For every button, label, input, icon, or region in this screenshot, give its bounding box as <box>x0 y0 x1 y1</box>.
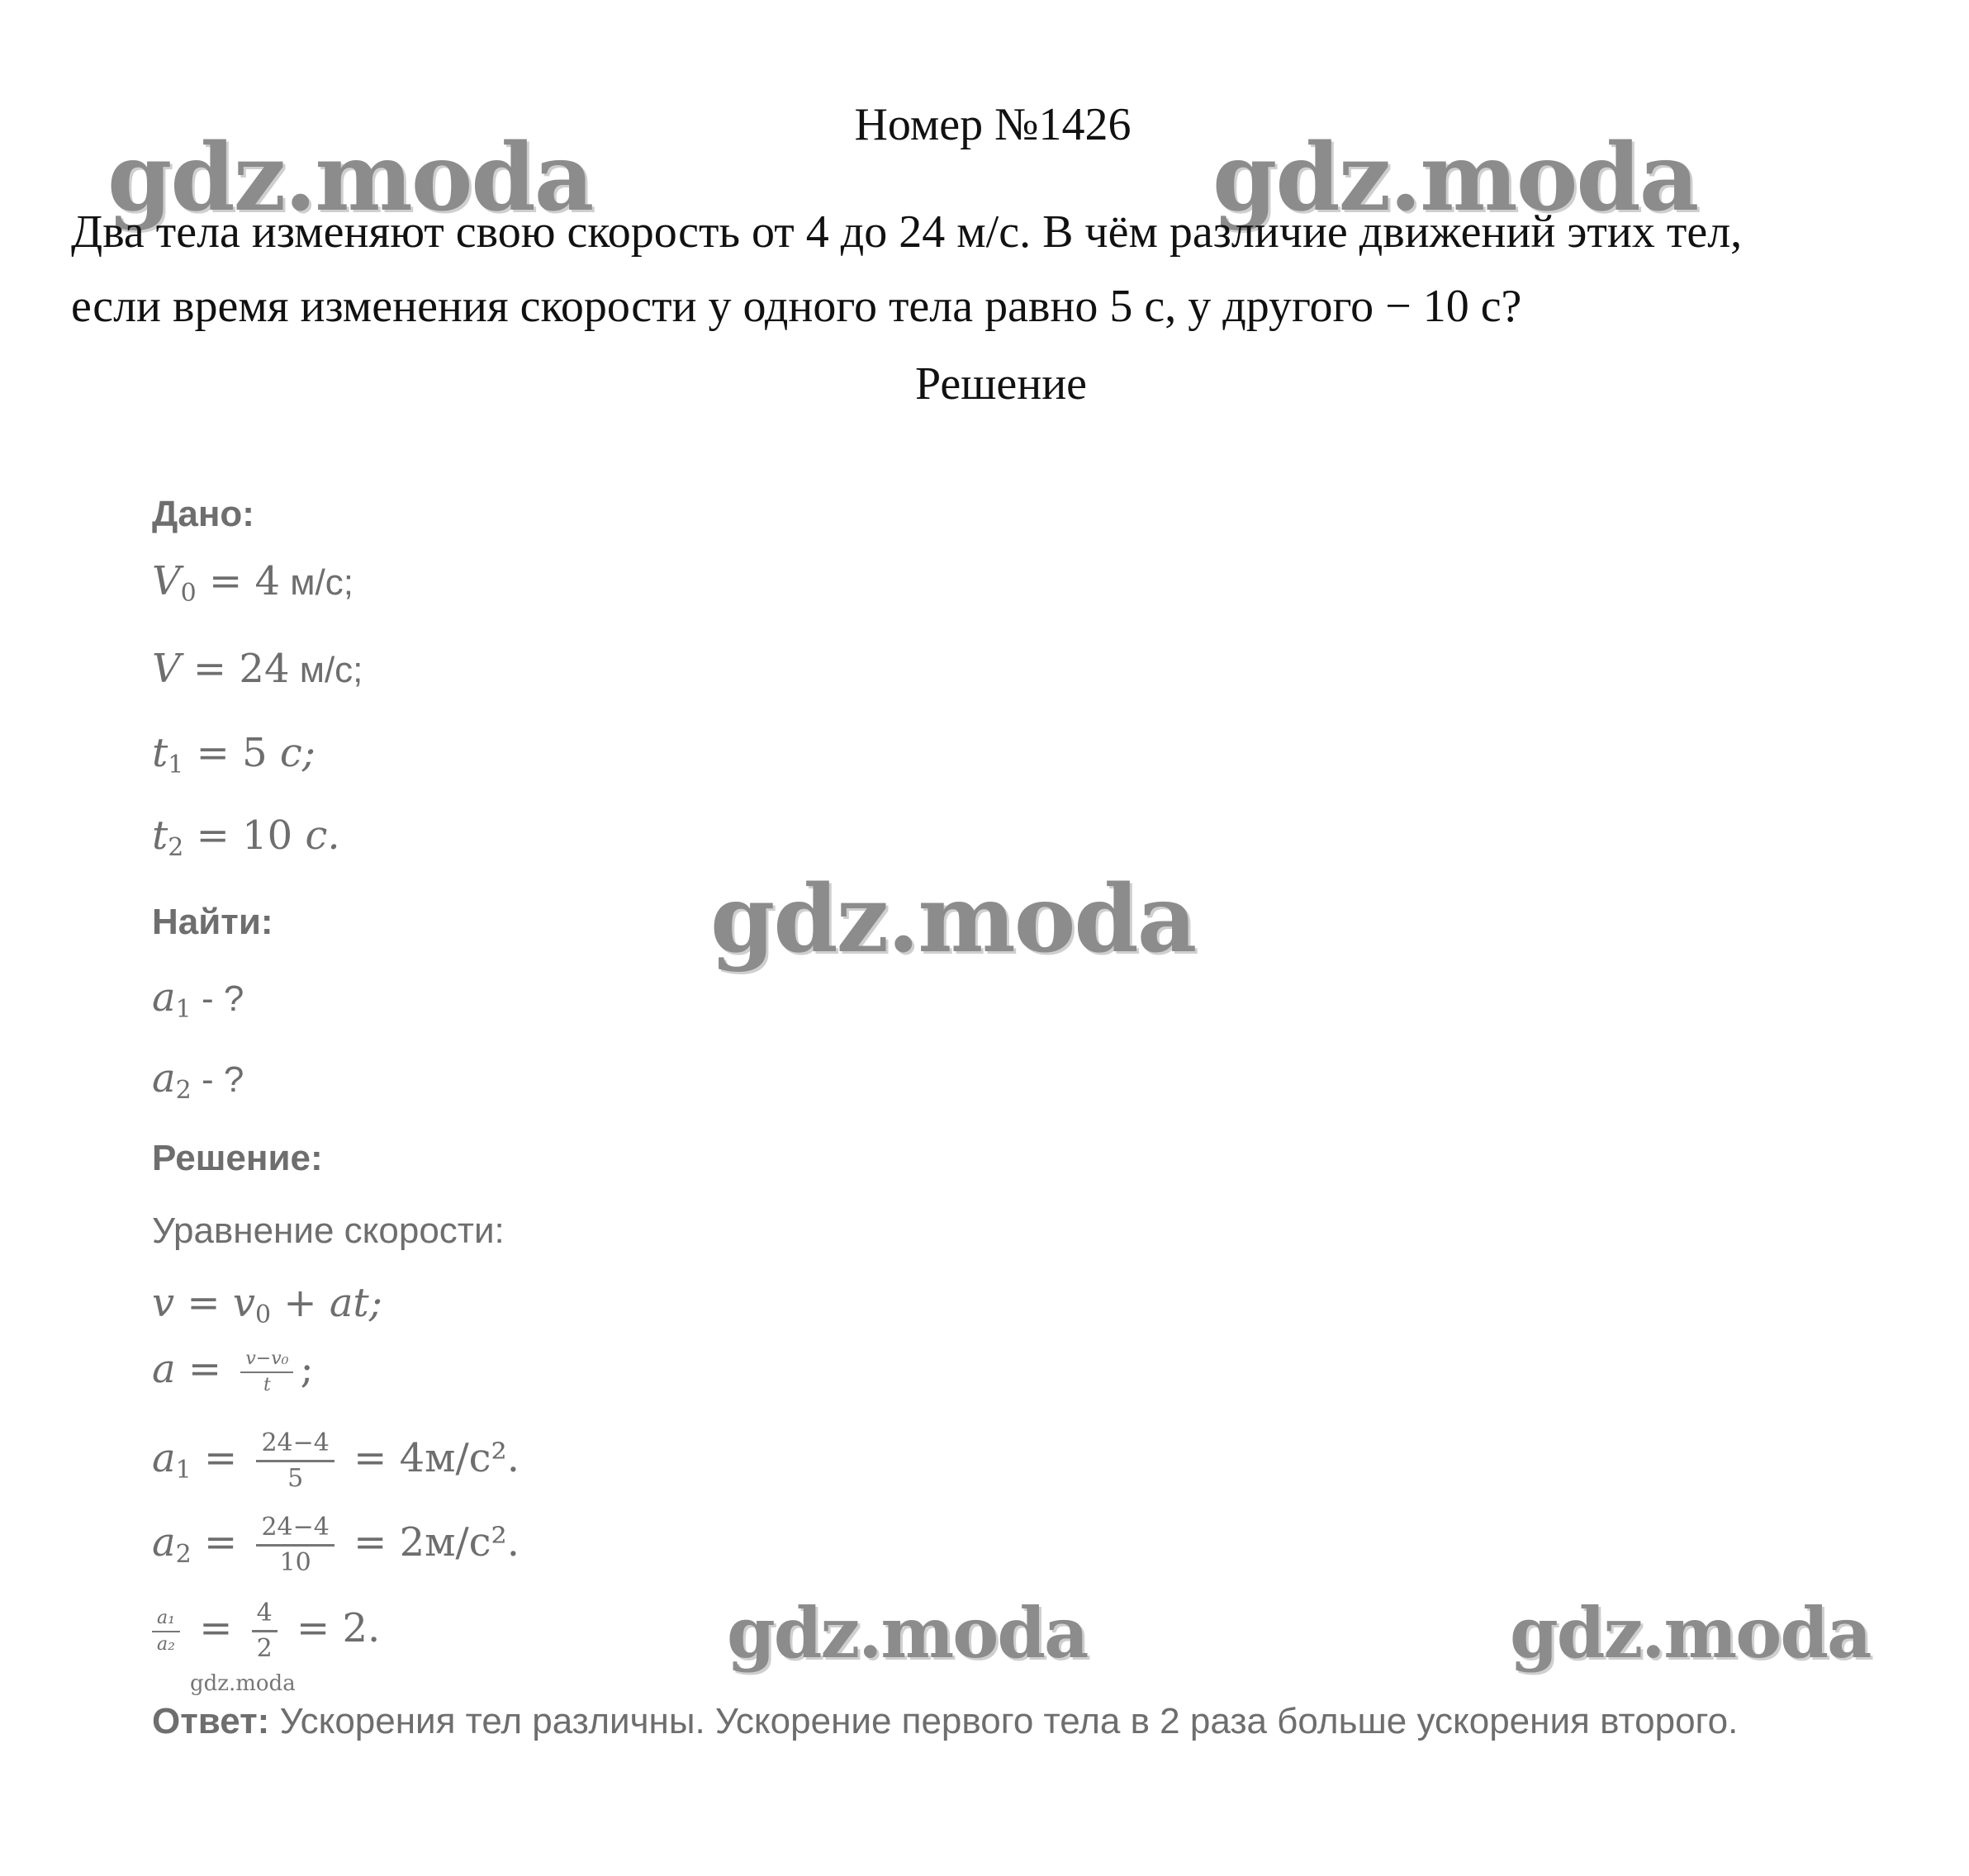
unit: c. <box>305 812 340 859</box>
lhs: a <box>152 1435 176 1481</box>
given-t1 <box>152 730 316 779</box>
var: t <box>152 812 168 859</box>
unit: м/с; <box>280 562 353 603</box>
question: - ? <box>191 978 244 1019</box>
problem-line-1: Два тела изменяют свою скорость от 4 до 24 м/с. В чём различие движений этих тел, <box>71 206 1743 258</box>
watermark-small: gdz.moda <box>190 1671 296 1696</box>
given-v0 <box>152 558 353 608</box>
given-label: Дано: <box>152 494 254 534</box>
answer-label: Ответ: <box>152 1701 270 1741</box>
solution-heading: Решение <box>914 358 1088 410</box>
value: = 10 <box>183 812 306 859</box>
var: V <box>152 558 181 604</box>
subscript: 2 <box>168 833 184 862</box>
var: a <box>152 1055 176 1101</box>
equation-acceleration <box>152 1346 314 1396</box>
fraction <box>256 1513 334 1578</box>
subscript: 0 <box>254 1300 272 1329</box>
solution-label: Решение: <box>152 1138 323 1178</box>
unit: c; <box>279 730 316 776</box>
unit: м/с; <box>289 650 363 690</box>
subscript: 1 <box>168 751 184 779</box>
find-a2 <box>152 1055 244 1105</box>
value: = 5 <box>183 730 280 776</box>
ratio-fraction <box>152 1608 180 1656</box>
denominator: 5 <box>287 1464 304 1493</box>
watermark-bottom-right: gdz.moda <box>1510 1592 1871 1674</box>
denominator: a₂ <box>157 1633 175 1655</box>
equals: = <box>191 1435 250 1481</box>
var: t <box>152 730 168 776</box>
fraction <box>256 1428 334 1494</box>
value: = 4 <box>196 558 281 604</box>
numerator: 24−4 <box>256 1428 334 1462</box>
tail: ; <box>300 1346 314 1392</box>
var: a <box>152 974 176 1021</box>
page-title: Номер №1426 <box>854 99 1132 150</box>
rhs: + at; <box>271 1280 382 1326</box>
lhs: v <box>152 1280 175 1326</box>
subscript: 1 <box>175 1456 192 1485</box>
subscript: 2 <box>175 1076 192 1105</box>
watermark-center: gdz.moda <box>710 865 1196 974</box>
given-t2 <box>152 812 340 862</box>
question: - ? <box>191 1059 244 1100</box>
tail: = 2м/с². <box>340 1519 520 1566</box>
lhs: a = <box>152 1346 235 1392</box>
find-a1 <box>152 974 244 1024</box>
answer-text: Ускорения тел различны. Ускорение первого тела в 2 раза больше ускорения второго. <box>269 1701 1739 1741</box>
given-v <box>152 646 363 692</box>
subscript: 0 <box>180 579 197 608</box>
problem-line-2: если время изменения скорости у одного тела равно 5 с, у другого − 10 с? <box>71 281 1522 332</box>
denominator: 2 <box>256 1634 273 1663</box>
watermark-bottom-center: gdz.moda <box>727 1592 1088 1674</box>
tail: = 2. <box>283 1605 381 1651</box>
equals: = <box>191 1519 250 1566</box>
equation-a1 <box>152 1428 520 1494</box>
fraction <box>252 1599 278 1664</box>
value: = 24 <box>180 646 290 692</box>
numerator: v−v₀ <box>240 1348 293 1373</box>
subscript: 2 <box>175 1540 192 1569</box>
velocity-equation-label: Уравнение скорости: <box>152 1210 505 1251</box>
lhs: a <box>152 1519 176 1566</box>
answer <box>152 1701 1738 1742</box>
equals: = <box>186 1605 245 1651</box>
equation-velocity <box>152 1280 382 1329</box>
var: V <box>152 646 181 692</box>
tail: = 4м/с². <box>340 1435 520 1481</box>
watermark-top-left: gdz.moda <box>107 124 593 232</box>
problem-statement <box>71 195 1921 343</box>
mid: = v <box>174 1280 255 1326</box>
watermark-top-right: gdz.moda <box>1212 124 1698 232</box>
numerator: 4 <box>252 1599 278 1632</box>
numerator: a₁ <box>152 1608 180 1632</box>
subscript: 1 <box>175 995 192 1024</box>
equation-ratio <box>152 1599 380 1664</box>
denominator: t <box>263 1374 271 1395</box>
numerator: 24−4 <box>256 1513 334 1547</box>
find-label: Найти: <box>152 902 273 942</box>
fraction <box>240 1348 293 1396</box>
denominator: 10 <box>279 1548 311 1577</box>
equation-a2 <box>152 1513 520 1578</box>
